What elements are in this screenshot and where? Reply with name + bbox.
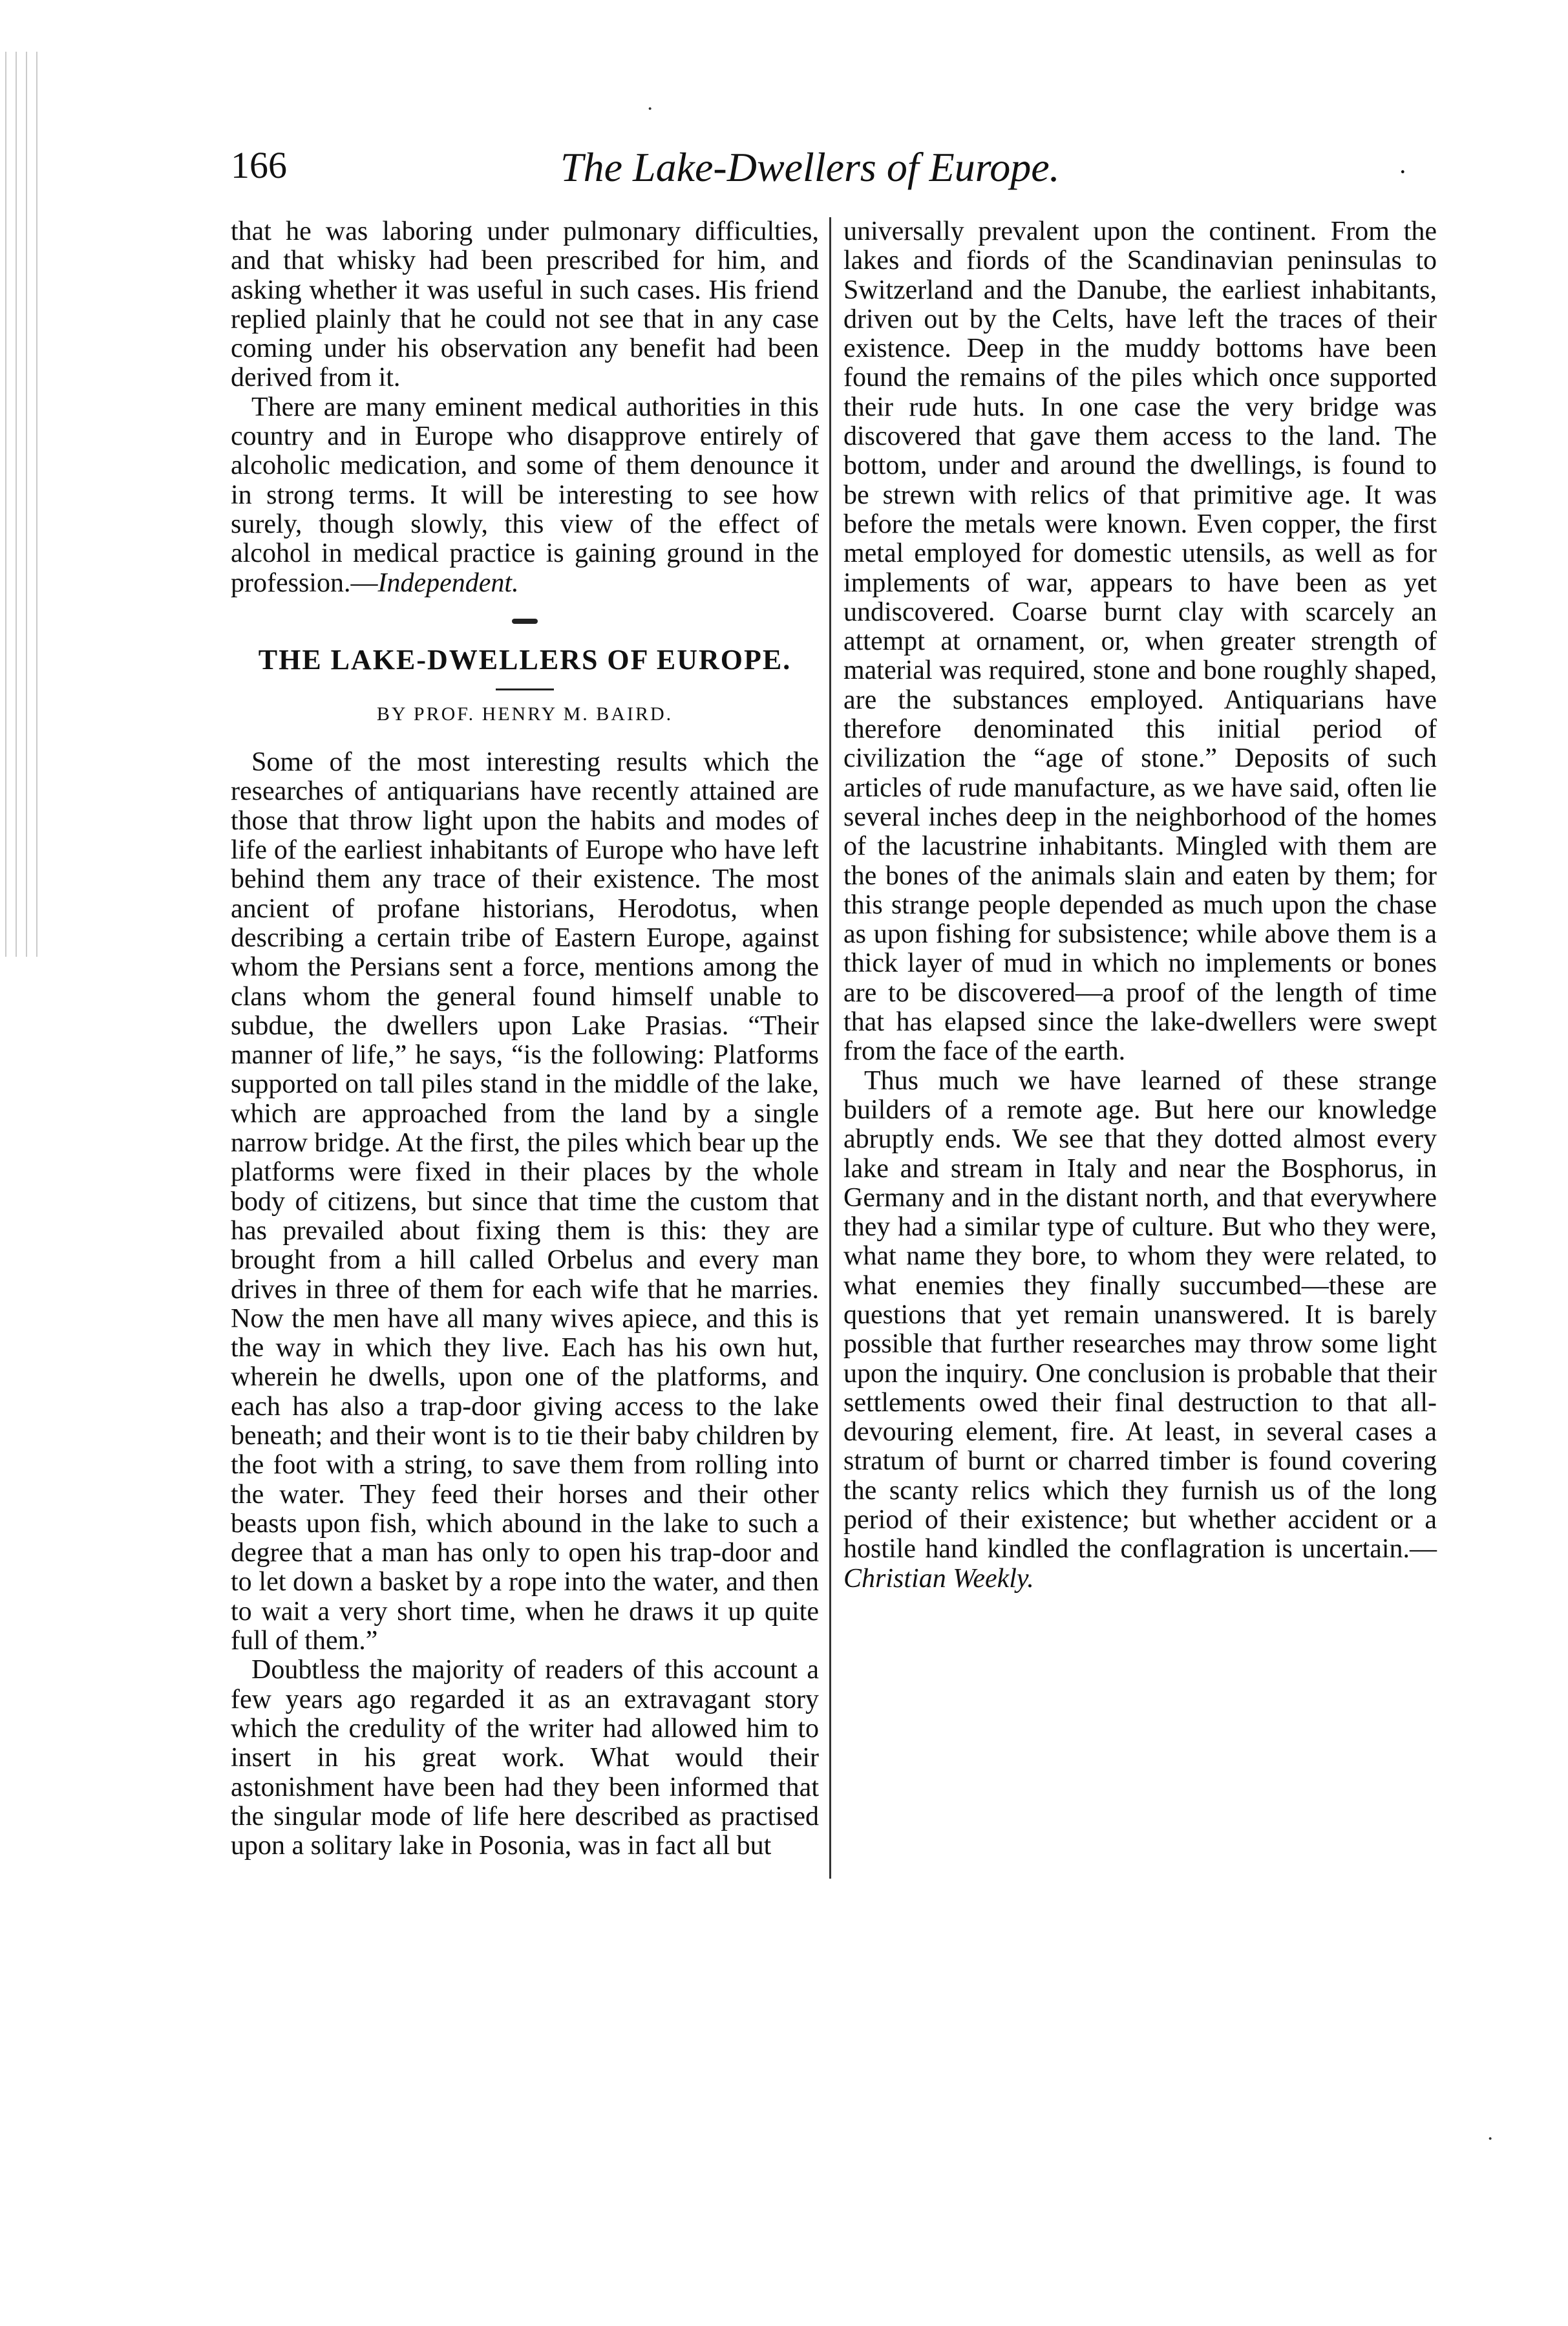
closing-source: Independent. [377, 568, 519, 598]
continuation-paragraph: that he was laboring under pulmonary difficulties, and that whisky had been prescribed for him, and asking whether it was useful in such cases. His friend replied plainly that he could not see that in any case coming under his observation any benefit had been derived from it. [231, 217, 819, 393]
right-column [843, 217, 1437, 1594]
header-dot: · [1398, 157, 1407, 186]
article-paragraph-3 [843, 1067, 1437, 1594]
article-source: Christian Weekly. [843, 1563, 1034, 1594]
title-rule [496, 688, 554, 690]
article-paragraph-3-text: Thus much we have learned of these strange builders of a remote age. But here our knowledge abruptly ends. We see that they dotted almost every lake and stream in Italy and near the Bosphorus, in Germany and in the distant north, and that everywhere they had a similar type of culture. But who they were, what name they bore, to whom they were related, to what enemies they finally succumbed—these are questions that yet remain unanswered. It is barely possible that further researches may throw some light upon the inquiry. One conclusion is probable that their settlements owed their final destruction to that all-devouring element, fire. At least, in several cases a stratum of burnt or charred timber is found covering the scanty relics which they furnish us of the long period of their existence; but whether accident or a hostile hand kindled the conflagration is uncertain.— [843, 1065, 1437, 1564]
page-header [231, 144, 1426, 202]
running-title: The Lake-Dwellers of Europe. [560, 144, 1060, 190]
binding-edge [0, 52, 39, 957]
article-title: THE LAKE-DWELLERS OF EUROPE. [258, 643, 792, 676]
article-paragraph-1: Some of the most interesting results which the researches of antiquarians have recently attained are those that throw light upon the habits and modes of life of the earliest inhabitants of Europe who have left behind them any trace of their existence. The most ancient of profane historians, Herodotus, when describing a certain tribe of Eastern Europe, against whom the Persians sent a force, mentions among the clans whom the general found himself unable to subdue, the dwellers upon Lake Prasias. “Their manner of life,” he says, “is the following: Platforms supported on tall piles stand in the middle of the lake, which are approached from the land by a single narrow bridge. At the first, the piles which bear up the platforms were fixed in their places by the whole body of citizens, but since that time the custom that has prevailed about fixing them is this: they are brought from a hill called Orbelus and every man drives in three of them for each wife that he marries. Now the men have all many wives apiece, and this is the way in which they live. Each has his own hut, wherein he dwells, upon one of the platforms, and each has also a trap-door giving access to the lake beneath; and their wont is to tie their baby children by the foot with a string, to save them from rolling into the water. They feed their horses and their other beasts upon fish, which abound in the lake to such a degree that a man has only to open his trap-door and to let down a basket by a rope into the water, and then to wait a very short time, when he draws it up quite full of them.” [231, 747, 819, 1656]
section-separator [231, 601, 819, 639]
column-divider [829, 217, 831, 1879]
article-paragraph-2-continued: universally prevalent upon the continent. From the lakes and fiords of the Scandinavian peninsulas to Switzerland and the Danube, the earliest inhabitants, driven out by the Celts, have left the traces of their existence. Deep in the muddy bottoms have been found the remains of the piles which once supported their rude huts. In one case the very bridge was discovered that gave them access to the land. The bottom, under and around the dwellings, is found to be strewn with relics of that primitive age. It was before the metals were known. Even copper, the first metal employed for domestic utensils, as well as for implements of war, appears to have been as yet undiscovered. Coarse burnt clay with scarcely an attempt at ornament, or, when greater strength of material was required, stone and bone roughly shaped, are the substances employed. Antiquarians have therefore denominated this initial period of civilization the “age of stone.” Deposits of such articles of rude manufacture, as we have said, often lie several inches deep in the neighborhood of the homes of the lacustrine inhabitants. Mingled with them are the bones of the animals slain and eaten by them; for this strange people depended as much upon the chase as upon fishing for subsistence; while above them is a thick layer of mud in which no implements or bones are to be discovered—a proof of the length of time that has elapsed since the lake-dwellers were swept from the face of the earth. [843, 217, 1437, 1067]
stray-mark: · [1487, 2127, 1494, 2151]
page-number: 166 [231, 144, 287, 186]
article-paragraph-2: Doubtless the majority of readers of this account a few years ago regarded it as an extravagant story which the credulity of the writer had allowed him to insert in his great work. What would their astonishment have been had they been informed that the singular mode of life here described as practised upon a solitary lake in Posonia, was in fact all but [231, 1655, 819, 1861]
closing-paragraph-text: There are many eminent medical authorities in this country and in Europe who disapprove entirely of alcoholic medication, and some of them denounce it in strong terms. It will be interesting to see how surely, though slowly, this view of the effect of alcohol in medical practice is gaining ground in the profession.— [231, 392, 819, 598]
article-byline: BY PROF. HENRY M. BAIRD. [376, 703, 673, 725]
stray-mark: · [646, 97, 654, 121]
closing-paragraph [231, 393, 819, 598]
left-column [231, 217, 819, 1861]
